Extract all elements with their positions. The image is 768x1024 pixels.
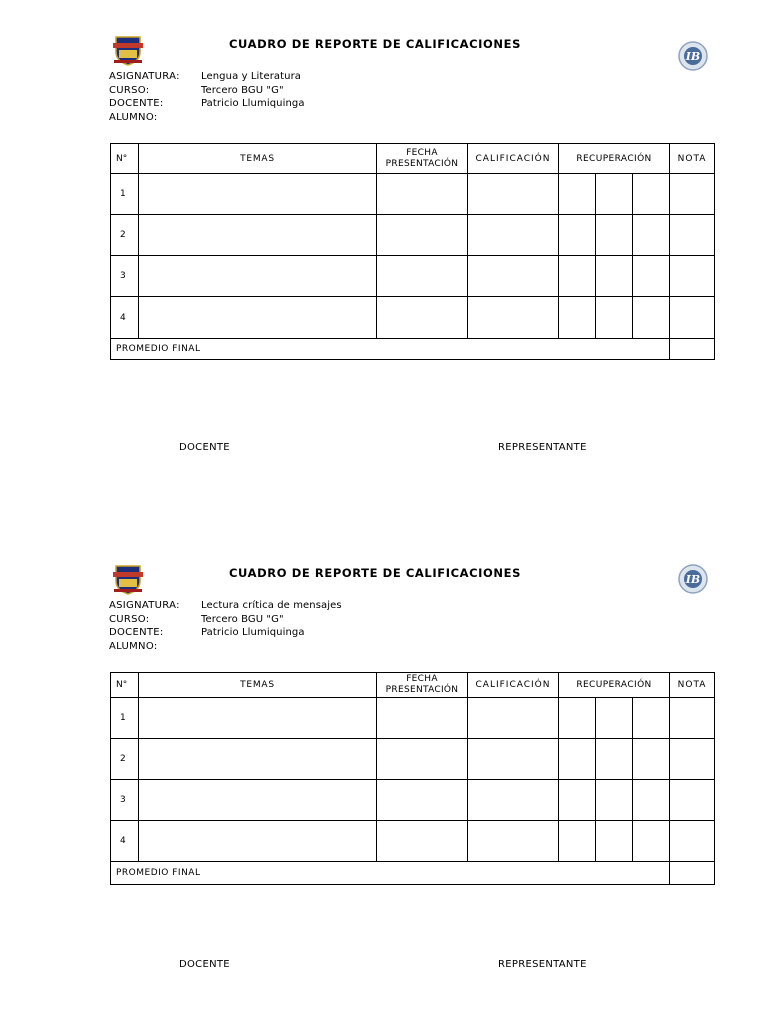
header-recuperacion: RECUPERACIÓN <box>559 144 670 174</box>
asignatura-label: ASIGNATURA: <box>109 71 180 82</box>
tema-cell[interactable] <box>139 739 377 780</box>
docente-value: Patricio Llumiquinga <box>201 627 305 638</box>
row-number: 1 <box>111 174 139 215</box>
docente-label: DOCENTE: <box>109 98 164 109</box>
report-title: CUADRO DE REPORTE DE CALIFICACIONES <box>229 566 521 580</box>
recuperacion-cell[interactable] <box>596 739 633 780</box>
fecha-cell[interactable] <box>377 780 468 821</box>
grades-table <box>110 672 715 885</box>
calificacion-cell[interactable] <box>468 174 559 215</box>
recuperacion-cell[interactable] <box>596 174 633 215</box>
promedio-row <box>111 862 715 885</box>
promedio-label: PROMEDIO FINAL <box>111 862 670 885</box>
nota-cell[interactable] <box>670 174 715 215</box>
table-row <box>111 174 715 215</box>
recuperacion-cell[interactable] <box>633 821 670 862</box>
header-fecha-line2: PRESENTACIÓN <box>385 158 459 169</box>
recuperacion-cell[interactable] <box>596 256 633 297</box>
calificacion-cell[interactable] <box>468 297 559 339</box>
recuperacion-cell[interactable] <box>559 174 596 215</box>
row-number: 1 <box>111 698 139 739</box>
recuperacion-cell[interactable] <box>559 297 596 339</box>
tema-cell[interactable] <box>139 780 377 821</box>
ib-logo <box>677 563 709 595</box>
recuperacion-cell[interactable] <box>559 780 596 821</box>
nota-cell[interactable] <box>670 698 715 739</box>
nota-cell[interactable] <box>670 256 715 297</box>
fecha-cell[interactable] <box>377 297 468 339</box>
calificacion-cell[interactable] <box>468 780 559 821</box>
report-info <box>109 599 342 653</box>
header-nota: NOTA <box>670 144 715 174</box>
table-row <box>111 215 715 256</box>
header-nota: NOTA <box>670 673 715 698</box>
recuperacion-cell[interactable] <box>559 821 596 862</box>
row-number: 4 <box>111 297 139 339</box>
header-fecha-line1: FECHA <box>406 674 438 684</box>
recuperacion-cell[interactable] <box>596 698 633 739</box>
header-calificacion: CALIFICACIÓN <box>468 673 559 698</box>
row-number: 2 <box>111 739 139 780</box>
nota-cell[interactable] <box>670 215 715 256</box>
recuperacion-cell[interactable] <box>559 215 596 256</box>
report-info <box>109 70 305 124</box>
recuperacion-cell[interactable] <box>633 174 670 215</box>
tema-cell[interactable] <box>139 174 377 215</box>
asignatura-value: Lengua y Literatura <box>201 71 302 82</box>
header-fecha <box>377 673 468 698</box>
tema-cell[interactable] <box>139 821 377 862</box>
alumno-label: ALUMNO: <box>109 640 158 652</box>
promedio-cell[interactable] <box>670 862 715 885</box>
report-title: CUADRO DE REPORTE DE CALIFICACIONES <box>229 37 521 51</box>
docente-value: Patricio Llumiquinga <box>201 98 305 109</box>
fecha-cell[interactable] <box>377 215 468 256</box>
recuperacion-cell[interactable] <box>633 739 670 780</box>
table-row <box>111 256 715 297</box>
fecha-cell[interactable] <box>377 698 468 739</box>
header-fecha <box>377 144 468 174</box>
nota-cell[interactable] <box>670 821 715 862</box>
fecha-cell[interactable] <box>377 174 468 215</box>
curso-value: Tercero BGU "G" <box>201 613 284 625</box>
tema-cell[interactable] <box>139 256 377 297</box>
row-number: 2 <box>111 215 139 256</box>
tema-cell[interactable] <box>139 297 377 339</box>
curso-value: Tercero BGU "G" <box>201 84 284 96</box>
grades-table <box>110 143 715 360</box>
recuperacion-cell[interactable] <box>596 215 633 256</box>
header-no: N° <box>111 144 139 174</box>
recuperacion-cell[interactable] <box>596 780 633 821</box>
promedio-cell[interactable] <box>670 339 715 360</box>
signature-representante: REPRESENTANTE <box>498 959 587 970</box>
ib-logo-text: IB <box>685 573 701 586</box>
curso-label: CURSO: <box>109 84 150 96</box>
promedio-row <box>111 339 715 360</box>
header-calificacion: CALIFICACIÓN <box>468 144 559 174</box>
row-number: 3 <box>111 256 139 297</box>
recuperacion-cell[interactable] <box>559 256 596 297</box>
table-row <box>111 297 715 339</box>
calificacion-cell[interactable] <box>468 698 559 739</box>
header-temas: TEMAS <box>139 673 377 698</box>
docente-label: DOCENTE: <box>109 627 164 638</box>
signature-representante: REPRESENTANTE <box>498 442 587 453</box>
ib-logo <box>677 40 709 72</box>
nota-cell[interactable] <box>670 297 715 339</box>
recuperacion-cell[interactable] <box>559 698 596 739</box>
table-row <box>111 821 715 862</box>
promedio-label: PROMEDIO FINAL <box>111 339 670 360</box>
school-crest-logo <box>112 563 144 595</box>
alumno-label: ALUMNO: <box>109 111 158 123</box>
header-fecha-line2: PRESENTACIÓN <box>385 685 459 695</box>
calificacion-cell[interactable] <box>468 821 559 862</box>
table-row <box>111 739 715 780</box>
calificacion-cell[interactable] <box>468 215 559 256</box>
ib-logo-text: IB <box>685 50 701 63</box>
table-row <box>111 780 715 821</box>
fecha-cell[interactable] <box>377 821 468 862</box>
recuperacion-cell[interactable] <box>633 297 670 339</box>
row-number: 4 <box>111 821 139 862</box>
recuperacion-cell[interactable] <box>633 215 670 256</box>
fecha-cell[interactable] <box>377 739 468 780</box>
asignatura-value: Lectura crítica de mensajes <box>201 600 342 611</box>
calificacion-cell[interactable] <box>468 739 559 780</box>
row-number: 3 <box>111 780 139 821</box>
nota-cell[interactable] <box>670 739 715 780</box>
recuperacion-cell[interactable] <box>633 780 670 821</box>
header-recuperacion: RECUPERACIÓN <box>559 673 670 698</box>
fecha-cell[interactable] <box>377 256 468 297</box>
recuperacion-cell[interactable] <box>596 821 633 862</box>
asignatura-label: ASIGNATURA: <box>109 600 180 611</box>
header-fecha-line1: FECHA <box>406 147 438 158</box>
recuperacion-cell[interactable] <box>559 739 596 780</box>
recuperacion-cell[interactable] <box>633 698 670 739</box>
signature-docente: DOCENTE <box>179 959 230 970</box>
header-temas: TEMAS <box>139 144 377 174</box>
school-crest-logo <box>112 34 144 66</box>
table-row <box>111 698 715 739</box>
tema-cell[interactable] <box>139 215 377 256</box>
tema-cell[interactable] <box>139 698 377 739</box>
signature-docente: DOCENTE <box>179 442 230 453</box>
recuperacion-cell[interactable] <box>596 297 633 339</box>
recuperacion-cell[interactable] <box>633 256 670 297</box>
nota-cell[interactable] <box>670 780 715 821</box>
calificacion-cell[interactable] <box>468 256 559 297</box>
header-no: N° <box>111 673 139 698</box>
curso-label: CURSO: <box>109 613 150 625</box>
